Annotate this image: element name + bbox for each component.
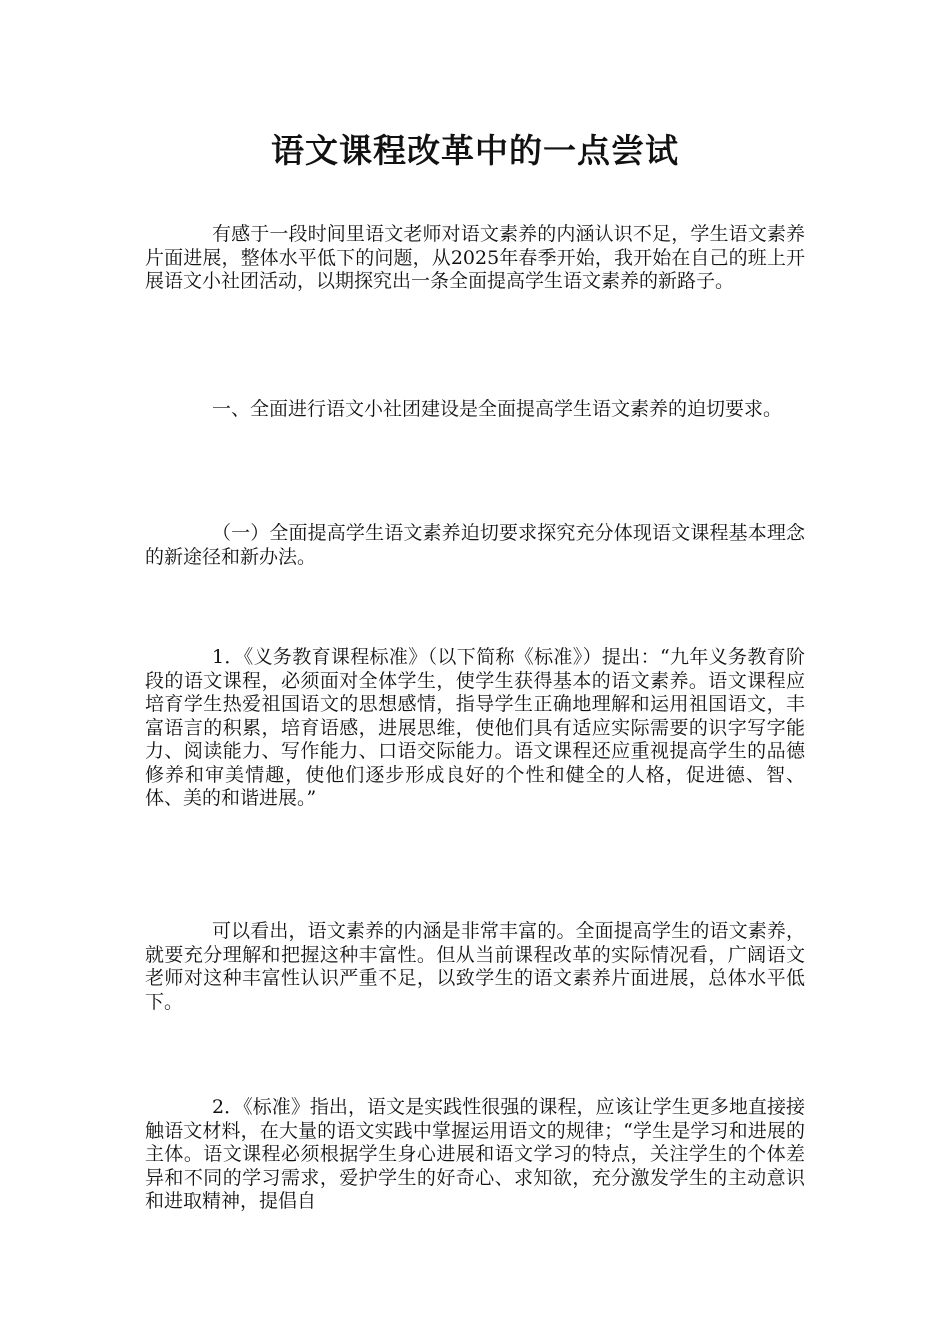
paragraph-commentary: 可以看出，语文素养的内涵是非常丰富的。全面提高学生的语文素养，就要充分理解和把握这种丰富性。但从当前课程改革的实际情况看，广阔语文老师对这种丰富性认识严重不足，以致学生的语文素养片面进展，总体水平低下。 (145, 920, 805, 1013)
paragraph-point-1: 1．《义务教育课程标准》（以下简称《标准》）提出：“九年义务教育阶段的语文课程，必须面对全体学生，使学生获得基本的语文素养。语文课程应培育学生热爱祖国语文的思想感情，指导学生正确地理解和运用祖国语文，丰富语言的积累，培育语感，进展思维，使他们具有适应实际需要的识字写字能力、阅读能力、写作能力、口语交际能力。语文课程还应重视提高学生的品德修养和审美情趣，使他们逐步形成良好的个性和健全的人格，促进德、智、体、美的和谐进展。” (145, 646, 805, 809)
paragraph-subsection-heading-1: （一）全面提高学生语文素养迫切要求探究充分体现语文课程基本理念的新途径和新办法。 (145, 522, 805, 568)
paragraph-point-2: 2．《标准》指出，语文是实践性很强的课程，应该让学生更多地直接接触语文材料，在大量的语文实践中掌握运用语文的规律；“学生是学习和进展的主体。语文课程必须根据学生身心进展和语文学习的特点，关注学生的个体差异和不同的学习需求，爱护学生的好奇心、求知欲，充分激发学生的主动意识和进取精神，提倡自 (145, 1096, 805, 1212)
paragraph-section-heading-1: 一、全面进行语文小社团建设是全面提高学生语文素养的迫切要求。 (212, 398, 783, 420)
document-title: 语文课程改革中的一点尝试 (271, 131, 679, 170)
paragraph-intro: 有感于一段时间里语文老师对语文素养的内涵认识不足，学生语文素养片面进展，整体水平低下的问题，从2025年春季开始，我开始在自己的班上开展语文小社团活动，以期探究出一条全面提高学生语文素养的新路子。 (145, 223, 805, 292)
